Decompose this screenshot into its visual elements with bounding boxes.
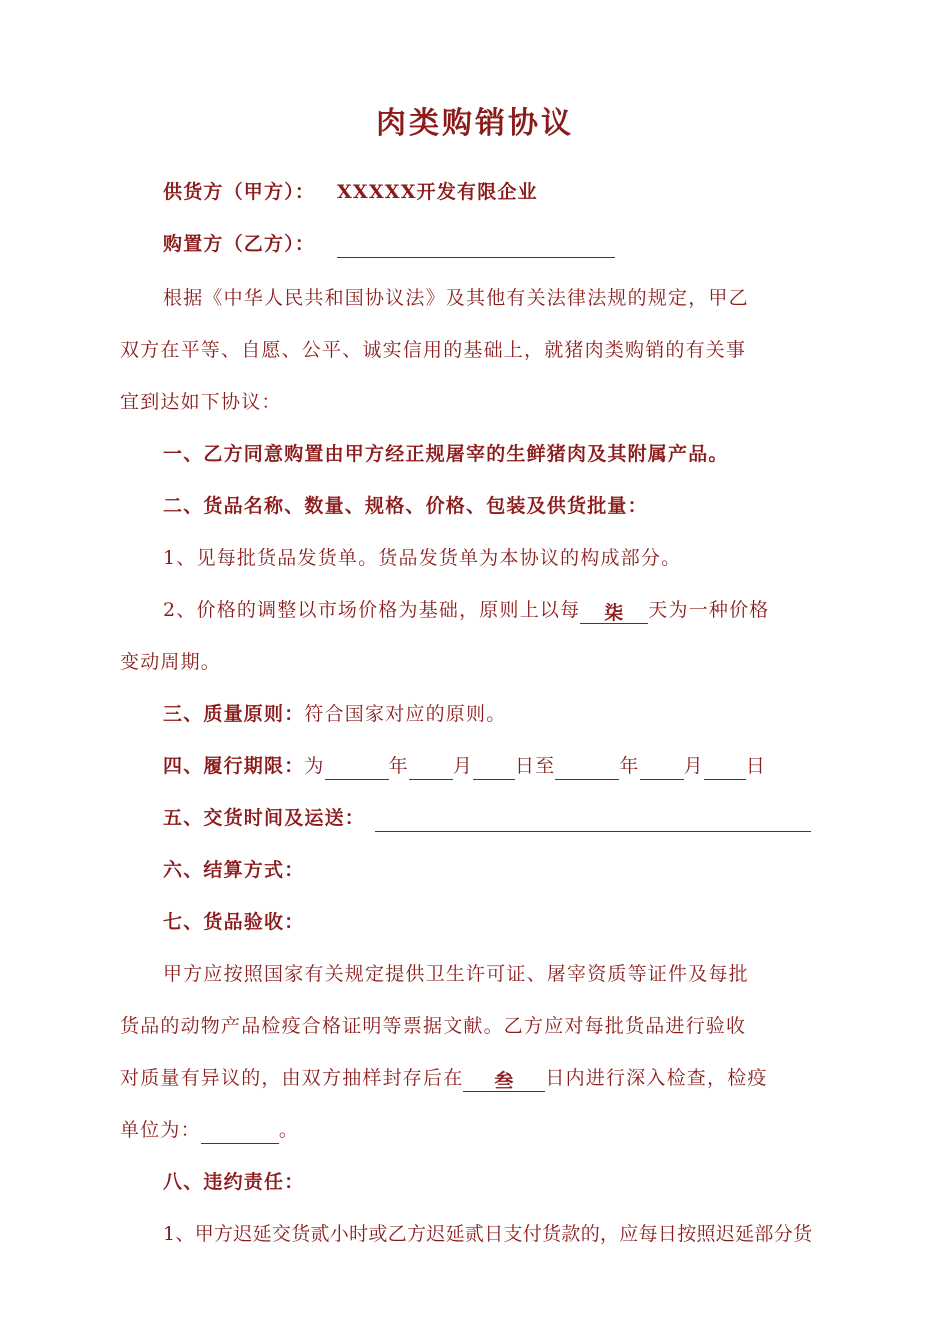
intro-line-3: 宜到达如下协议： [120, 391, 282, 413]
buyer-blank[interactable] [337, 233, 615, 258]
end-day-label: 日 [745, 755, 767, 777]
clause-3-text: 符合国家对应的原则。 [304, 703, 507, 725]
start-year-label: 年 [388, 755, 409, 777]
supplier-label: 供货方（甲方）： [163, 181, 316, 203]
clause-4 [163, 752, 833, 780]
start-year-blank[interactable] [325, 755, 389, 780]
clause-7-heading: 七、货品验收： [163, 911, 305, 933]
intro-line-2: 双方在平等、自愿、公平、诚实信用的基础上，就猪肉类购销的有关事 [120, 339, 747, 361]
clause-4-heading: 四、履行期限： [163, 755, 305, 777]
clause-2-item-2-cont: 变动周期。 [120, 651, 222, 673]
clause-3 [163, 700, 833, 728]
price-cycle-days: 柒 [580, 599, 648, 624]
start-day-label: 日至 [515, 755, 556, 777]
start-month-blank[interactable] [409, 755, 453, 780]
clause-5 [163, 804, 833, 832]
clause-5-heading: 五、交货时间及运送： [163, 807, 366, 829]
end-month-label: 月 [683, 755, 704, 777]
document-title: 肉类购销协议 [376, 106, 574, 141]
clause-2-item-2-text-b: 天为一种价格 [648, 599, 770, 621]
clause-1: 一、乙方同意购置由甲方经正规屠宰的生鲜猪肉及其附属产品。 [163, 443, 729, 465]
delivery-blank[interactable] [375, 807, 811, 832]
end-day-blank[interactable] [704, 755, 746, 780]
clause-2-item-2 [163, 596, 833, 624]
clause-7-line-4-b: 。 [278, 1119, 300, 1141]
buyer-label: 购置方（乙方）： [163, 233, 316, 255]
inspection-unit-blank[interactable] [201, 1119, 279, 1144]
end-year-label: 年 [619, 755, 640, 777]
clause-7-line-4 [120, 1116, 832, 1144]
clause-2-item-1: 1、见每批货品发货单。货品发货单为本协议的构成部分。 [163, 547, 682, 569]
clause-6-heading: 六、结算方式： [163, 859, 305, 881]
clause-2-heading: 二、货品名称、数量、规格、价格、包装及供货批量： [163, 495, 648, 517]
supplier-line [163, 178, 833, 206]
start-day-blank[interactable] [473, 755, 515, 780]
supplier-value: XXXXX开发有限企业 [336, 181, 538, 203]
start-month-label: 月 [452, 755, 474, 777]
inspection-days: 叁 [463, 1067, 545, 1092]
clause-7-line-3-b: 日内进行深入检查，检疫 [545, 1067, 768, 1089]
end-year-blank[interactable] [555, 755, 619, 780]
clause-7-line-3 [120, 1064, 832, 1092]
clause-8-item-1: 1、甲方迟延交货贰小时或乙方迟延贰日支付货款的，应每日按照迟延部分货 [163, 1223, 813, 1245]
clause-7-line-4-a: 单位为： [120, 1119, 201, 1141]
clause-4-wei: 为 [304, 755, 325, 777]
clause-7-line-3-a: 对质量有异议的，由双方抽样封存后在 [120, 1067, 464, 1089]
clause-7-line-1: 甲方应按照国家有关规定提供卫生许可证、屠宰资质等证件及每批 [163, 963, 749, 985]
end-month-blank[interactable] [640, 755, 684, 780]
clause-7-line-2: 货品的动物产品检疫合格证明等票据文献。乙方应对每批货品进行验收 [120, 1015, 747, 1037]
intro-line-1: 根据《中华人民共和国协议法》及其他有关法律法规的规定，甲乙 [163, 287, 749, 309]
clause-3-heading: 三、质量原则： [163, 703, 305, 725]
clause-2-item-2-text-a: 2、价格的调整以市场价格为基础，原则上以每 [163, 599, 581, 621]
clause-8-heading: 八、违约责任： [163, 1171, 305, 1193]
buyer-line [163, 230, 833, 258]
